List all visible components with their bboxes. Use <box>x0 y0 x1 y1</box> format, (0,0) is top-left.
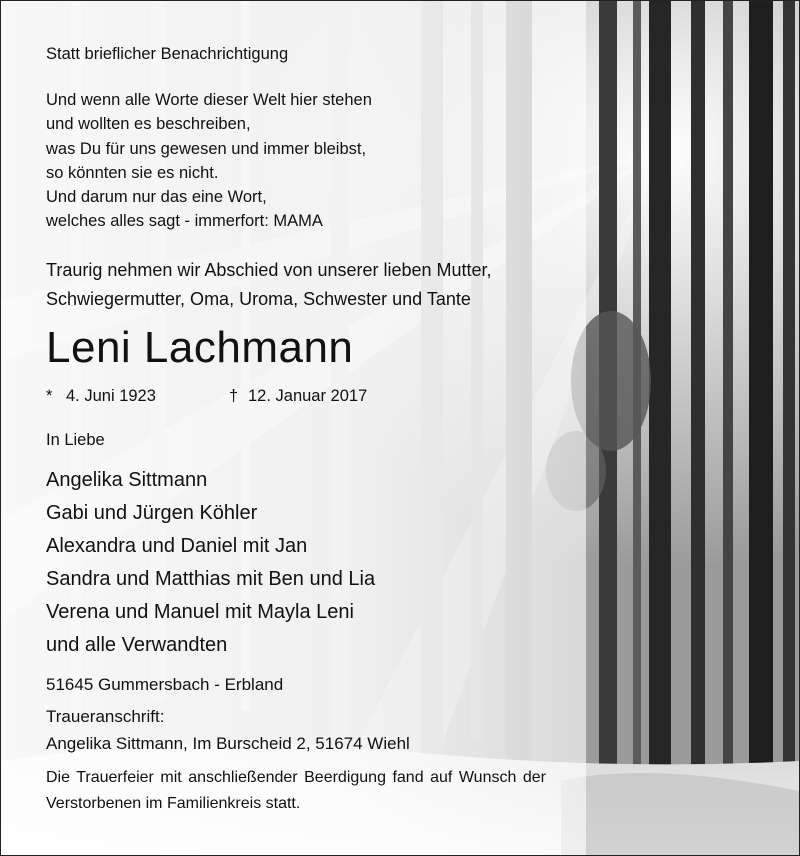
mourner-item: Gabi und Jürgen Köhler <box>46 502 258 524</box>
poem-line: welches alles sagt - immerfort: MAMA <box>46 212 323 231</box>
farewell-text <box>46 256 492 314</box>
poem-line: und wollten es beschreiben, <box>46 115 251 134</box>
birth-date: 4. Juni 1923 <box>66 387 156 405</box>
in-love-line: In Liebe <box>46 431 105 449</box>
poem-line: so könnten sie es nicht. <box>46 163 219 182</box>
poem <box>46 88 372 234</box>
funeral-note: Die Trauerfeier mit anschließender Beerdigung fand auf Wunsch der Verstorbenen im Familienkreis statt. <box>46 769 546 812</box>
mourner-item: Angelika Sittmann <box>46 469 208 491</box>
mourners-list <box>46 464 375 662</box>
poem-line: Und wenn alle Worte dieser Welt hier stehen <box>46 91 372 109</box>
farewell-line: Schwiegermutter, Oma, Uroma, Schwester und Tante <box>46 289 471 309</box>
mourner-item: Sandra und Matthias mit Ben und Lia <box>46 568 376 590</box>
mourner-item: Alexandra und Daniel mit Jan <box>46 535 308 557</box>
obituary-text <box>1 1 799 855</box>
farewell-line: Traurig nehmen wir Abschied von unserer lieben Mutter, <box>46 260 492 280</box>
address-label: Traueranschrift: <box>46 707 165 726</box>
mourning-address: Angelika Sittmann, Im Burscheid 2, 51674 Wiehl <box>46 734 410 753</box>
poem-line: was Du für uns gewesen und immer bleibst, <box>46 139 367 158</box>
poem-line: Und darum nur das eine Wort, <box>46 188 267 207</box>
deceased-name: Leni Lachmann <box>46 323 354 372</box>
death-date: 12. Januar 2017 <box>248 387 368 405</box>
birth-symbol: * <box>46 387 53 405</box>
mourner-item: Verena und Manuel mit Mayla Leni <box>46 601 354 623</box>
death-symbol: † <box>229 387 239 405</box>
place-line: 51645 Gummersbach - Erbland <box>46 675 284 694</box>
intro-line: Statt brieflicher Benachrichtigung <box>46 45 289 63</box>
mourner-item: und alle Verwandten <box>46 634 228 656</box>
